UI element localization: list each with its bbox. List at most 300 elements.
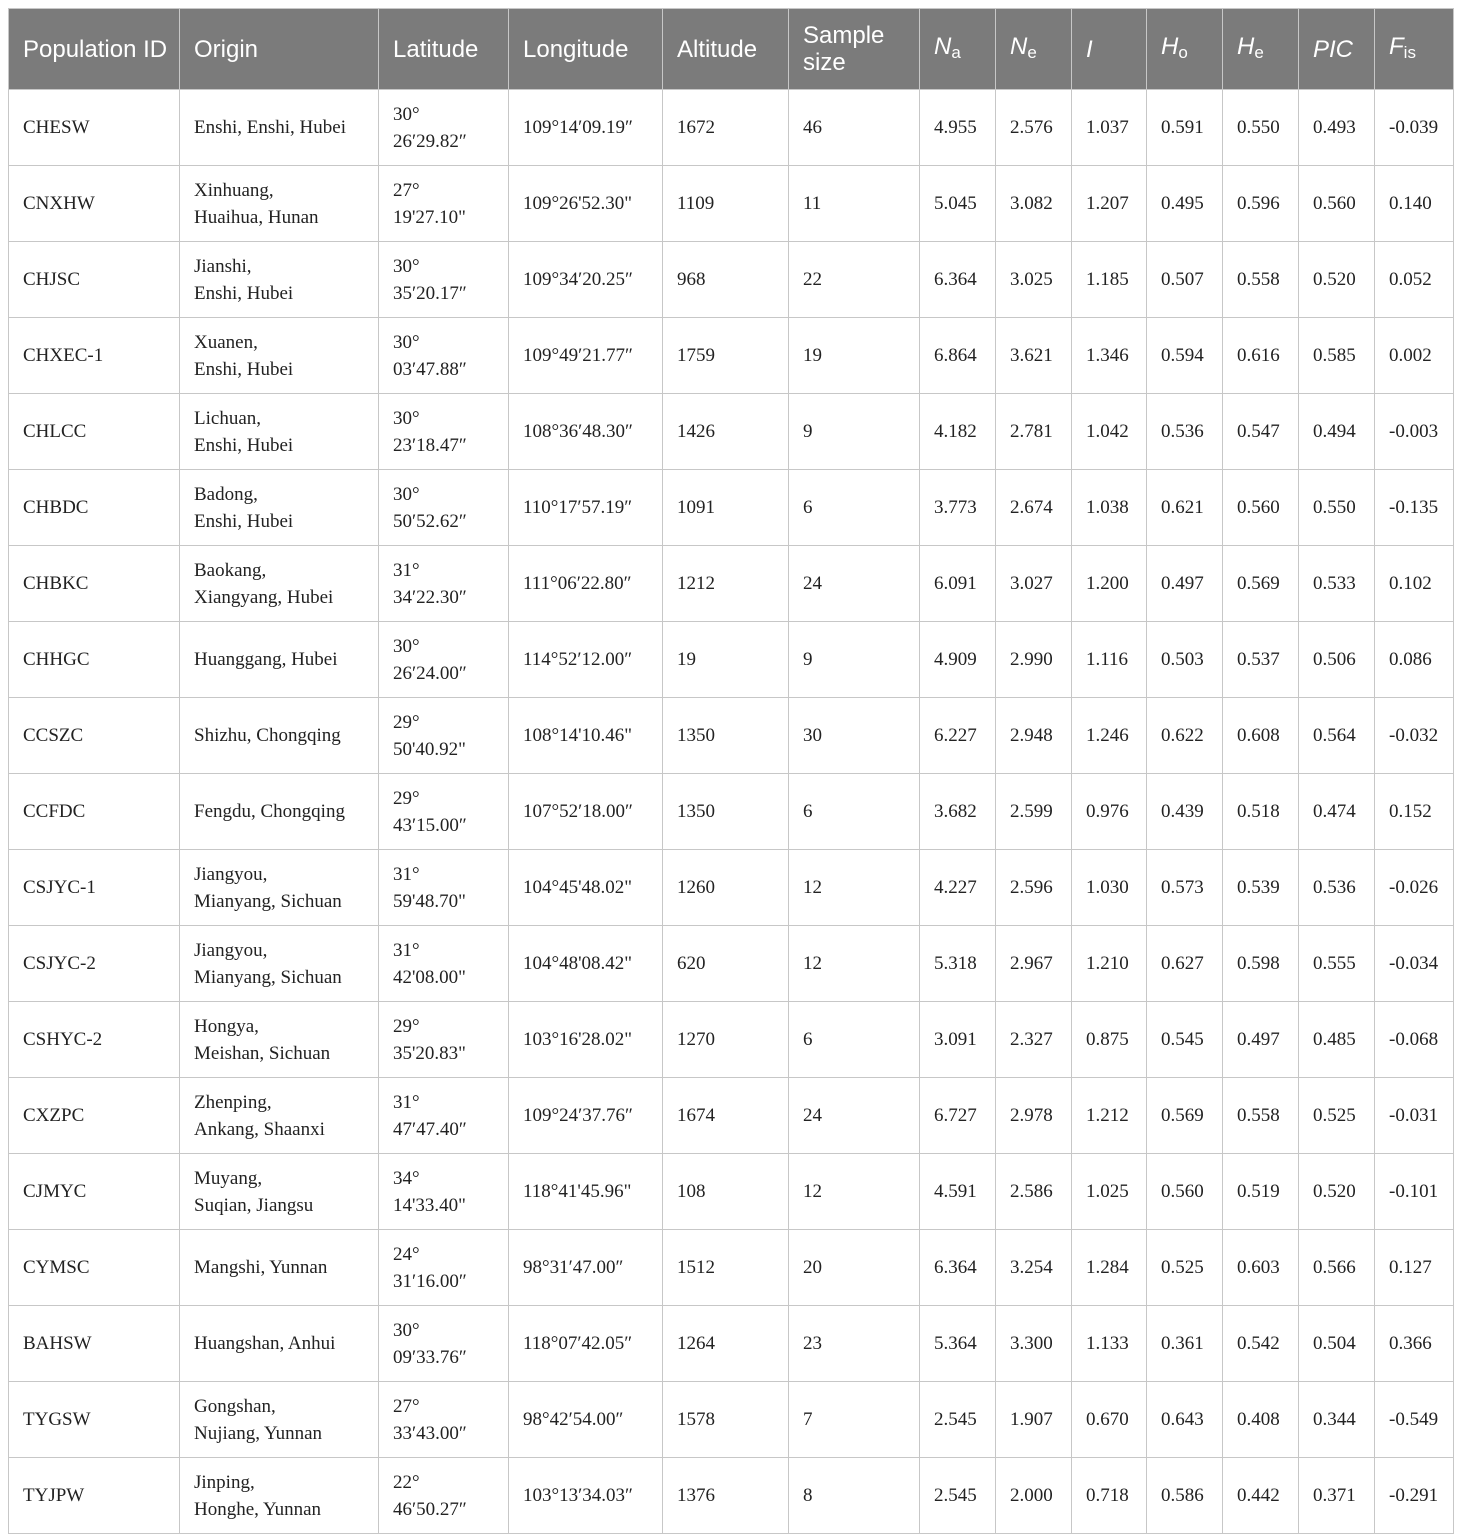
cell-origin — [180, 1154, 379, 1230]
latitude-line: 59'48.70" — [393, 890, 466, 912]
cell-fis: 0.052 — [1375, 242, 1454, 318]
cell-altitude: 1376 — [663, 1458, 789, 1534]
origin-line: Lichuan, — [194, 407, 262, 429]
cell-na: 6.227 — [920, 698, 996, 774]
cell-latitude — [379, 774, 509, 850]
origin-line: Xinhuang, — [194, 179, 274, 201]
cell-population-id: CHXEC-1 — [9, 318, 180, 394]
origin-line: Jiangyou, — [194, 863, 268, 885]
cell-origin — [180, 774, 379, 850]
cell-fis: -0.135 — [1375, 470, 1454, 546]
cell-origin — [180, 546, 379, 622]
cell-i: 1.116 — [1072, 622, 1147, 698]
cell-na: 4.955 — [920, 90, 996, 166]
cell-he: 0.560 — [1223, 470, 1299, 546]
cell-na: 2.545 — [920, 1382, 996, 1458]
cell-na: 6.364 — [920, 1230, 996, 1306]
cell-ho: 0.525 — [1147, 1230, 1223, 1306]
cell-ho: 0.536 — [1147, 394, 1223, 470]
cell-population-id: CCFDC — [9, 774, 180, 850]
cell-latitude — [379, 850, 509, 926]
cell-fis: 0.102 — [1375, 546, 1454, 622]
cell-population-id: BAHSW — [9, 1306, 180, 1382]
cell-he: 0.550 — [1223, 90, 1299, 166]
cell-ne: 2.967 — [996, 926, 1072, 1002]
cell-altitude: 968 — [663, 242, 789, 318]
cell-fis: 0.002 — [1375, 318, 1454, 394]
cell-longitude: 118°41'45.96" — [509, 1154, 663, 1230]
cell-i: 1.210 — [1072, 926, 1147, 1002]
cell-latitude — [379, 926, 509, 1002]
cell-origin — [180, 1002, 379, 1078]
cell-i: 1.037 — [1072, 90, 1147, 166]
cell-origin — [180, 1306, 379, 1382]
cell-longitude: 109°26'52.30" — [509, 166, 663, 242]
cell-na: 5.364 — [920, 1306, 996, 1382]
cell-sample-size: 12 — [789, 926, 920, 1002]
latitude-line: 50′52.62″ — [393, 510, 467, 532]
cell-origin — [180, 90, 379, 166]
cell-i: 0.718 — [1072, 1458, 1147, 1534]
cell-ne: 3.025 — [996, 242, 1072, 318]
header-population-id: Population ID — [9, 9, 180, 90]
origin-line: Xuanen, — [194, 331, 258, 353]
cell-population-id: CHBKC — [9, 546, 180, 622]
cell-latitude — [379, 90, 509, 166]
cell-longitude: 111°06′22.80″ — [509, 546, 663, 622]
population-table — [8, 8, 1454, 1534]
cell-na: 4.182 — [920, 394, 996, 470]
latitude-line: 22° — [393, 1471, 420, 1493]
cell-he: 0.558 — [1223, 242, 1299, 318]
cell-latitude — [379, 1458, 509, 1534]
cell-latitude — [379, 1230, 509, 1306]
latitude-line: 29° — [393, 711, 420, 733]
cell-ne: 2.978 — [996, 1078, 1072, 1154]
cell-sample-size: 9 — [789, 622, 920, 698]
origin-line: Gongshan, — [194, 1395, 276, 1417]
cell-he: 0.497 — [1223, 1002, 1299, 1078]
cell-na: 2.545 — [920, 1458, 996, 1534]
cell-population-id: CNXHW — [9, 166, 180, 242]
cell-sample-size: 22 — [789, 242, 920, 318]
cell-ne: 3.082 — [996, 166, 1072, 242]
cell-i: 1.030 — [1072, 850, 1147, 926]
cell-longitude: 104°48'08.42" — [509, 926, 663, 1002]
latitude-line: 46′50.27″ — [393, 1498, 467, 1520]
cell-altitude: 1109 — [663, 166, 789, 242]
cell-pic: 0.506 — [1299, 622, 1375, 698]
cell-i: 1.284 — [1072, 1230, 1147, 1306]
latitude-line: 35'20.83" — [393, 1042, 466, 1064]
cell-longitude: 109°14′09.19″ — [509, 90, 663, 166]
cell-ho: 0.643 — [1147, 1382, 1223, 1458]
cell-pic: 0.485 — [1299, 1002, 1375, 1078]
latitude-line: 31° — [393, 939, 420, 961]
cell-he: 0.596 — [1223, 166, 1299, 242]
cell-na: 4.909 — [920, 622, 996, 698]
cell-fis: 0.127 — [1375, 1230, 1454, 1306]
cell-pic: 0.555 — [1299, 926, 1375, 1002]
latitude-line: 26′24.00″ — [393, 662, 467, 684]
latitude-line: 30° — [393, 255, 420, 277]
cell-longitude: 98°31′47.00″ — [509, 1230, 663, 1306]
cell-ne: 2.327 — [996, 1002, 1072, 1078]
cell-na: 6.364 — [920, 242, 996, 318]
cell-population-id: TYGSW — [9, 1382, 180, 1458]
cell-latitude — [379, 318, 509, 394]
cell-longitude: 103°13′34.03″ — [509, 1458, 663, 1534]
cell-ne: 2.990 — [996, 622, 1072, 698]
cell-he: 0.547 — [1223, 394, 1299, 470]
latitude-line: 14'33.40" — [393, 1194, 466, 1216]
cell-pic: 0.344 — [1299, 1382, 1375, 1458]
cell-ne: 3.300 — [996, 1306, 1072, 1382]
cell-sample-size: 19 — [789, 318, 920, 394]
origin-line: Baokang, — [194, 559, 267, 581]
table-row — [9, 1382, 1454, 1458]
cell-i: 1.246 — [1072, 698, 1147, 774]
cell-i: 1.042 — [1072, 394, 1147, 470]
cell-ne: 3.254 — [996, 1230, 1072, 1306]
cell-altitude: 108 — [663, 1154, 789, 1230]
origin-line: Suqian, Jiangsu — [194, 1194, 314, 1216]
cell-he: 0.598 — [1223, 926, 1299, 1002]
cell-i: 1.207 — [1072, 166, 1147, 242]
cell-population-id: CHLCC — [9, 394, 180, 470]
cell-pic: 0.494 — [1299, 394, 1375, 470]
cell-he: 0.558 — [1223, 1078, 1299, 1154]
cell-latitude — [379, 1002, 509, 1078]
cell-longitude: 109°34′20.25″ — [509, 242, 663, 318]
latitude-line: 34′22.30″ — [393, 586, 467, 608]
cell-sample-size: 12 — [789, 850, 920, 926]
latitude-line: 03′47.88″ — [393, 358, 467, 380]
header-ho: $H_o$ — [1147, 9, 1223, 90]
cell-ne: 2.599 — [996, 774, 1072, 850]
cell-ho: 0.627 — [1147, 926, 1223, 1002]
origin-line: Mianyang, Sichuan — [194, 890, 342, 912]
origin-line: Shizhu, Chongqing — [194, 725, 341, 746]
cell-ho: 0.497 — [1147, 546, 1223, 622]
cell-sample-size: 30 — [789, 698, 920, 774]
cell-ho: 0.569 — [1147, 1078, 1223, 1154]
cell-altitude: 620 — [663, 926, 789, 1002]
cell-population-id: CSJYC-1 — [9, 850, 180, 926]
cell-i: 1.212 — [1072, 1078, 1147, 1154]
cell-ho: 0.361 — [1147, 1306, 1223, 1382]
cell-latitude — [379, 1078, 509, 1154]
cell-fis: 0.140 — [1375, 166, 1454, 242]
cell-origin — [180, 242, 379, 318]
cell-fis: -0.291 — [1375, 1458, 1454, 1534]
header-longitude: Longitude — [509, 9, 663, 90]
origin-line: Huanggang, Hubei — [194, 649, 338, 670]
origin-line: Enshi, Hubei — [194, 510, 294, 532]
cell-origin — [180, 926, 379, 1002]
cell-sample-size: 23 — [789, 1306, 920, 1382]
cell-population-id: CYMSC — [9, 1230, 180, 1306]
cell-pic: 0.493 — [1299, 90, 1375, 166]
table-row — [9, 166, 1454, 242]
cell-ho: 0.495 — [1147, 166, 1223, 242]
cell-altitude: 1426 — [663, 394, 789, 470]
cell-ho: 0.439 — [1147, 774, 1223, 850]
cell-altitude: 1578 — [663, 1382, 789, 1458]
origin-line: Fengdu, Chongqing — [194, 801, 345, 822]
latitude-line: 42'08.00" — [393, 966, 466, 988]
header-origin: Origin — [180, 9, 379, 90]
cell-ne: 3.621 — [996, 318, 1072, 394]
table-row — [9, 242, 1454, 318]
cell-pic: 0.474 — [1299, 774, 1375, 850]
cell-he: 0.569 — [1223, 546, 1299, 622]
origin-line: Enshi, Hubei — [194, 358, 294, 380]
cell-i: 1.346 — [1072, 318, 1147, 394]
cell-na: 3.091 — [920, 1002, 996, 1078]
table-row — [9, 1458, 1454, 1534]
cell-he: 0.542 — [1223, 1306, 1299, 1382]
cell-he: 0.603 — [1223, 1230, 1299, 1306]
cell-fis: -0.068 — [1375, 1002, 1454, 1078]
cell-fis: -0.034 — [1375, 926, 1454, 1002]
latitude-line: 34° — [393, 1167, 420, 1189]
cell-fis: -0.549 — [1375, 1382, 1454, 1458]
origin-line: Badong, — [194, 483, 258, 505]
cell-sample-size: 7 — [789, 1382, 920, 1458]
cell-latitude — [379, 1306, 509, 1382]
latitude-line: 31° — [393, 1091, 420, 1113]
cell-ne: 2.674 — [996, 470, 1072, 546]
cell-he: 0.539 — [1223, 850, 1299, 926]
cell-i: 1.038 — [1072, 470, 1147, 546]
cell-population-id: CXZPC — [9, 1078, 180, 1154]
latitude-line: 50'40.92" — [393, 738, 466, 760]
cell-na: 6.864 — [920, 318, 996, 394]
cell-ho: 0.594 — [1147, 318, 1223, 394]
cell-population-id: CCSZC — [9, 698, 180, 774]
cell-longitude: 118°07′42.05″ — [509, 1306, 663, 1382]
cell-sample-size: 12 — [789, 1154, 920, 1230]
cell-pic: 0.566 — [1299, 1230, 1375, 1306]
table-row — [9, 1306, 1454, 1382]
cell-ho: 0.586 — [1147, 1458, 1223, 1534]
header-row — [9, 9, 1454, 90]
cell-latitude — [379, 470, 509, 546]
cell-i: 1.200 — [1072, 546, 1147, 622]
cell-altitude: 1672 — [663, 90, 789, 166]
table-row — [9, 1154, 1454, 1230]
origin-line: Jianshi, — [194, 255, 252, 277]
cell-longitude: 114°52′12.00″ — [509, 622, 663, 698]
latitude-line: 29° — [393, 787, 420, 809]
cell-longitude: 108°14'10.46" — [509, 698, 663, 774]
cell-longitude: 104°45'48.02" — [509, 850, 663, 926]
cell-population-id: CSHYC-2 — [9, 1002, 180, 1078]
cell-sample-size: 6 — [789, 774, 920, 850]
cell-i: 1.185 — [1072, 242, 1147, 318]
origin-line: Enshi, Hubei — [194, 282, 294, 304]
cell-altitude: 1350 — [663, 774, 789, 850]
origin-line: Huaihua, Hunan — [194, 206, 319, 228]
cell-population-id: CHBDC — [9, 470, 180, 546]
table-row — [9, 394, 1454, 470]
cell-pic: 0.560 — [1299, 166, 1375, 242]
cell-ne: 2.596 — [996, 850, 1072, 926]
header-na: $N_a$ — [920, 9, 996, 90]
cell-he: 0.518 — [1223, 774, 1299, 850]
cell-ho: 0.622 — [1147, 698, 1223, 774]
cell-altitude: 1212 — [663, 546, 789, 622]
cell-longitude: 98°42′54.00″ — [509, 1382, 663, 1458]
cell-population-id: CJMYC — [9, 1154, 180, 1230]
cell-he: 0.408 — [1223, 1382, 1299, 1458]
cell-altitude: 1264 — [663, 1306, 789, 1382]
origin-line: Hongya, — [194, 1015, 259, 1037]
table-row — [9, 850, 1454, 926]
cell-ho: 0.503 — [1147, 622, 1223, 698]
cell-ho: 0.573 — [1147, 850, 1223, 926]
table-row — [9, 622, 1454, 698]
latitude-line: 29° — [393, 1015, 420, 1037]
origin-line: Honghe, Yunnan — [194, 1498, 321, 1520]
cell-na: 3.773 — [920, 470, 996, 546]
origin-line: Mianyang, Sichuan — [194, 966, 342, 988]
cell-na: 5.045 — [920, 166, 996, 242]
header-i: I — [1072, 9, 1147, 90]
cell-ne: 2.576 — [996, 90, 1072, 166]
cell-i: 0.670 — [1072, 1382, 1147, 1458]
cell-pic: 0.536 — [1299, 850, 1375, 926]
cell-pic: 0.520 — [1299, 242, 1375, 318]
cell-sample-size: 20 — [789, 1230, 920, 1306]
cell-latitude — [379, 1154, 509, 1230]
cell-altitude: 1350 — [663, 698, 789, 774]
cell-fis: 0.366 — [1375, 1306, 1454, 1382]
header-ne: $N_e$ — [996, 9, 1072, 90]
latitude-line: 26′29.82″ — [393, 130, 467, 152]
header-fis: $F_{is}$ — [1375, 9, 1454, 90]
cell-altitude: 1759 — [663, 318, 789, 394]
cell-latitude — [379, 1382, 509, 1458]
cell-ne: 2.781 — [996, 394, 1072, 470]
latitude-line: 47′47.40″ — [393, 1118, 467, 1140]
latitude-line: 27° — [393, 1395, 420, 1417]
cell-population-id: CSJYC-2 — [9, 926, 180, 1002]
table-row — [9, 318, 1454, 394]
cell-origin — [180, 1458, 379, 1534]
latitude-line: 33′43.00″ — [393, 1422, 467, 1444]
cell-origin — [180, 1078, 379, 1154]
cell-latitude — [379, 394, 509, 470]
latitude-line: 24° — [393, 1243, 420, 1265]
cell-altitude: 1512 — [663, 1230, 789, 1306]
cell-sample-size: 9 — [789, 394, 920, 470]
cell-na: 3.682 — [920, 774, 996, 850]
cell-population-id: CHJSC — [9, 242, 180, 318]
cell-i: 0.875 — [1072, 1002, 1147, 1078]
cell-altitude: 19 — [663, 622, 789, 698]
cell-origin — [180, 622, 379, 698]
cell-origin — [180, 470, 379, 546]
cell-pic: 0.525 — [1299, 1078, 1375, 1154]
cell-he: 0.519 — [1223, 1154, 1299, 1230]
latitude-line: 30° — [393, 635, 420, 657]
cell-pic: 0.520 — [1299, 1154, 1375, 1230]
latitude-line: 27° — [393, 179, 420, 201]
table-row — [9, 90, 1454, 166]
cell-fis: -0.039 — [1375, 90, 1454, 166]
cell-population-id: CHHGC — [9, 622, 180, 698]
origin-line: Ankang, Shaanxi — [194, 1118, 325, 1140]
cell-na: 4.227 — [920, 850, 996, 926]
table-row — [9, 698, 1454, 774]
origin-line: Xiangyang, Hubei — [194, 586, 334, 608]
cell-ne: 2.586 — [996, 1154, 1072, 1230]
cell-longitude: 107°52′18.00″ — [509, 774, 663, 850]
cell-ho: 0.621 — [1147, 470, 1223, 546]
cell-he: 0.608 — [1223, 698, 1299, 774]
cell-origin — [180, 318, 379, 394]
cell-longitude: 109°49′21.77″ — [509, 318, 663, 394]
cell-ne: 3.027 — [996, 546, 1072, 622]
latitude-line: 09′33.76″ — [393, 1346, 467, 1368]
origin-line: Muyang, — [194, 1167, 263, 1189]
cell-altitude: 1270 — [663, 1002, 789, 1078]
cell-he: 0.616 — [1223, 318, 1299, 394]
cell-fis: -0.026 — [1375, 850, 1454, 926]
cell-population-id: TYJPW — [9, 1458, 180, 1534]
cell-pic: 0.564 — [1299, 698, 1375, 774]
latitude-line: 31° — [393, 863, 420, 885]
cell-fis: 0.086 — [1375, 622, 1454, 698]
header-altitude: Altitude — [663, 9, 789, 90]
cell-sample-size: 6 — [789, 1002, 920, 1078]
latitude-line: 30° — [393, 407, 420, 429]
cell-i: 1.025 — [1072, 1154, 1147, 1230]
cell-i: 0.976 — [1072, 774, 1147, 850]
latitude-line: 35′20.17″ — [393, 282, 467, 304]
origin-line: Meishan, Sichuan — [194, 1042, 331, 1064]
latitude-line: 31′16.00″ — [393, 1270, 467, 1292]
cell-fis: -0.031 — [1375, 1078, 1454, 1154]
origin-line: Jinping, — [194, 1471, 255, 1493]
table-row — [9, 1078, 1454, 1154]
latitude-line: 31° — [393, 559, 420, 581]
latitude-line: 19'27.10" — [393, 206, 466, 228]
latitude-line: 43′15.00″ — [393, 814, 467, 836]
cell-origin — [180, 394, 379, 470]
cell-ho: 0.560 — [1147, 1154, 1223, 1230]
table-row — [9, 1002, 1454, 1078]
cell-latitude — [379, 698, 509, 774]
cell-latitude — [379, 622, 509, 698]
cell-pic: 0.533 — [1299, 546, 1375, 622]
table-row — [9, 1230, 1454, 1306]
table-row — [9, 926, 1454, 1002]
cell-latitude — [379, 546, 509, 622]
cell-latitude — [379, 166, 509, 242]
cell-ho: 0.507 — [1147, 242, 1223, 318]
cell-sample-size: 6 — [789, 470, 920, 546]
cell-pic: 0.504 — [1299, 1306, 1375, 1382]
cell-na: 6.727 — [920, 1078, 996, 1154]
cell-longitude: 108°36′48.30″ — [509, 394, 663, 470]
cell-he: 0.442 — [1223, 1458, 1299, 1534]
cell-sample-size: 11 — [789, 166, 920, 242]
cell-fis: 0.152 — [1375, 774, 1454, 850]
cell-na: 4.591 — [920, 1154, 996, 1230]
